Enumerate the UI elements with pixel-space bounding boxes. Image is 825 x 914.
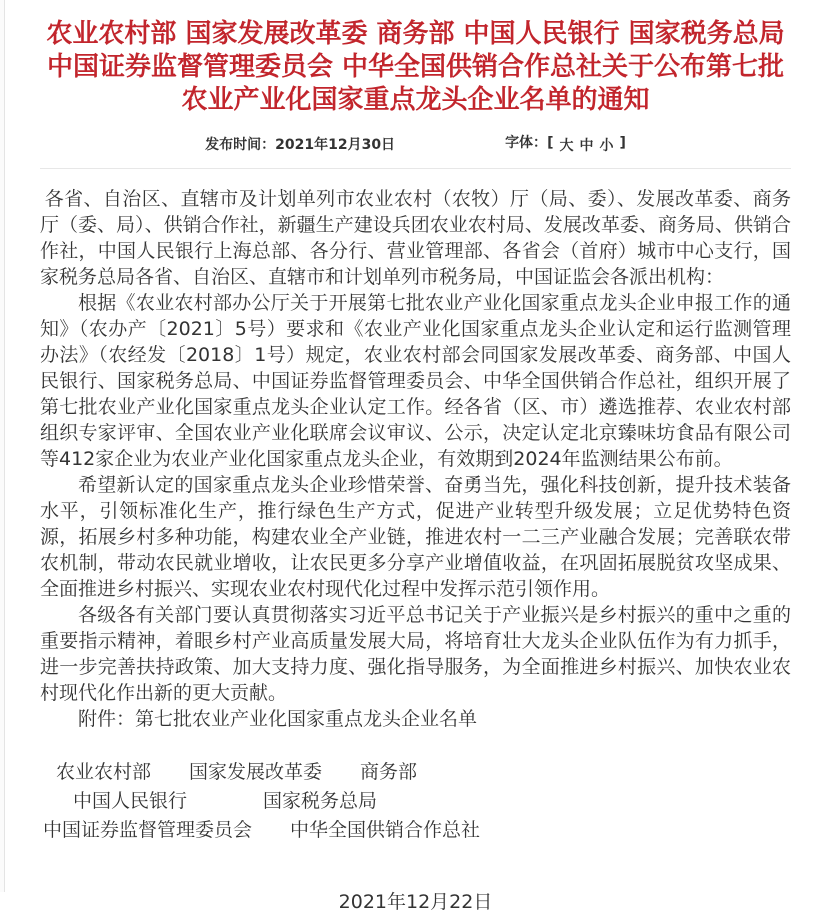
paragraph-requirements: 各级各有关部门要认真贯彻落实习近平总书记关于产业振兴是乡村振兴的重中之重的重要指示精神，着眼乡村产业高质量发展大局，将培育壮大龙头企业队伍作为有力抓手，进一步完善扶持政策、加大支持力度、强化指导服务，为全面推进乡村振兴、加快农业农村现代化作出新的更大贡献。 bbox=[40, 604, 791, 704]
header-divider bbox=[40, 168, 791, 169]
paragraph-expectations: 希望新认定的国家重点龙头企业珍惜荣誉、奋勇当先，强化科技创新，提升技术装备水平，引领标准化生产，推行绿色生产方式，促进产业转型升级发展；立足优势特色资源，拓展乡村多种功能，构建农业全产业链，推进农村一二三产业融合发展；完善联农带农机制，带动农民就业增收，让农民更多分享产业增值收益，在巩固拓展脱贫攻坚成果、全面推进乡村振兴、实现农业农村现代化过程中发挥示范引领作用。 bbox=[40, 474, 791, 600]
font-size-label: 字体： bbox=[505, 135, 548, 151]
page-title-line-1: 农业农村部 国家发展改革委 商务部 中国人民银行 国家税务总局 bbox=[46, 19, 785, 49]
font-size-medium-button[interactable]: 中 bbox=[579, 138, 594, 154]
meta-row bbox=[40, 132, 791, 155]
signature-line-3: 中国证券监督管理委员会 中华全国供销合作总社 bbox=[43, 819, 481, 841]
font-size-bracket-open: [ bbox=[547, 135, 554, 151]
publish-time-label: 发布时间： bbox=[205, 136, 276, 153]
paragraph-basis: 根据《农业农村部办公厅关于开展第七批农业产业化国家重点龙头企业申报工作的通知》（农办产〔2021〕5号）要求和《农业产业化国家重点龙头企业认定和运行监测管理办法》（农经发〔2018〕1号）规定，农业农村部会同国家发展改革委、商务部、中国人民银行、国家税务总局、中国证券监督管理委员会、中华全国供销合作总社，组织开展了第七批农业产业化国家重点龙头企业认定工作。经各省（区、市）遴选推荐、农业农村部组织专家评审、全国农业产业化联席会议审议、公示，决定认定北京臻味坊食品有限公司等412家企业为农业产业化国家重点龙头企业，有效期到2024年监测结果公布前。 bbox=[40, 292, 791, 470]
document-date: 2021年12月22日 bbox=[338, 891, 493, 913]
page-left-edge-line bbox=[0, 0, 5, 892]
attachment-line: 附件：第七批农业产业化国家重点龙头企业名单 bbox=[78, 708, 478, 730]
paragraph-addressees: 各省、自治区、直辖市及计划单列市农业农村（农牧）厅（局、委）、发展改革委、商务厅（委、局）、供销合作社，新疆生产建设兵团农业农村局、发展改革委、商务局、供销合作社，中国人民银行上海总部、各分行、营业管理部、各省会（首府）城市中心支行，国家税务总局各省、自治区、直辖市和计划单列市税务局，中国证监会各派出机构： bbox=[40, 188, 791, 288]
font-size-small-button[interactable]: 小 bbox=[599, 138, 614, 154]
page-title bbox=[40, 18, 791, 117]
notice-body bbox=[40, 186, 791, 732]
signature-line-1: 农业农村部 国家发展改革委 商务部 bbox=[56, 761, 418, 783]
publish-time bbox=[205, 134, 395, 154]
signature-block bbox=[40, 758, 791, 845]
publish-time-value: 2021年12月30日 bbox=[275, 136, 396, 153]
page-title-line-3: 农业产业化国家重点龙头企业名单的通知 bbox=[181, 85, 650, 115]
page-title-line-2: 中国证券监督管理委员会 中华全国供销合作总社关于公布第七批 bbox=[46, 52, 785, 82]
font-size-control bbox=[505, 132, 626, 155]
signature-line-2: 中国人民银行 国家税务总局 bbox=[73, 790, 378, 812]
font-size-bracket-close: ] bbox=[619, 135, 626, 151]
font-size-large-button[interactable]: 大 bbox=[559, 138, 574, 154]
